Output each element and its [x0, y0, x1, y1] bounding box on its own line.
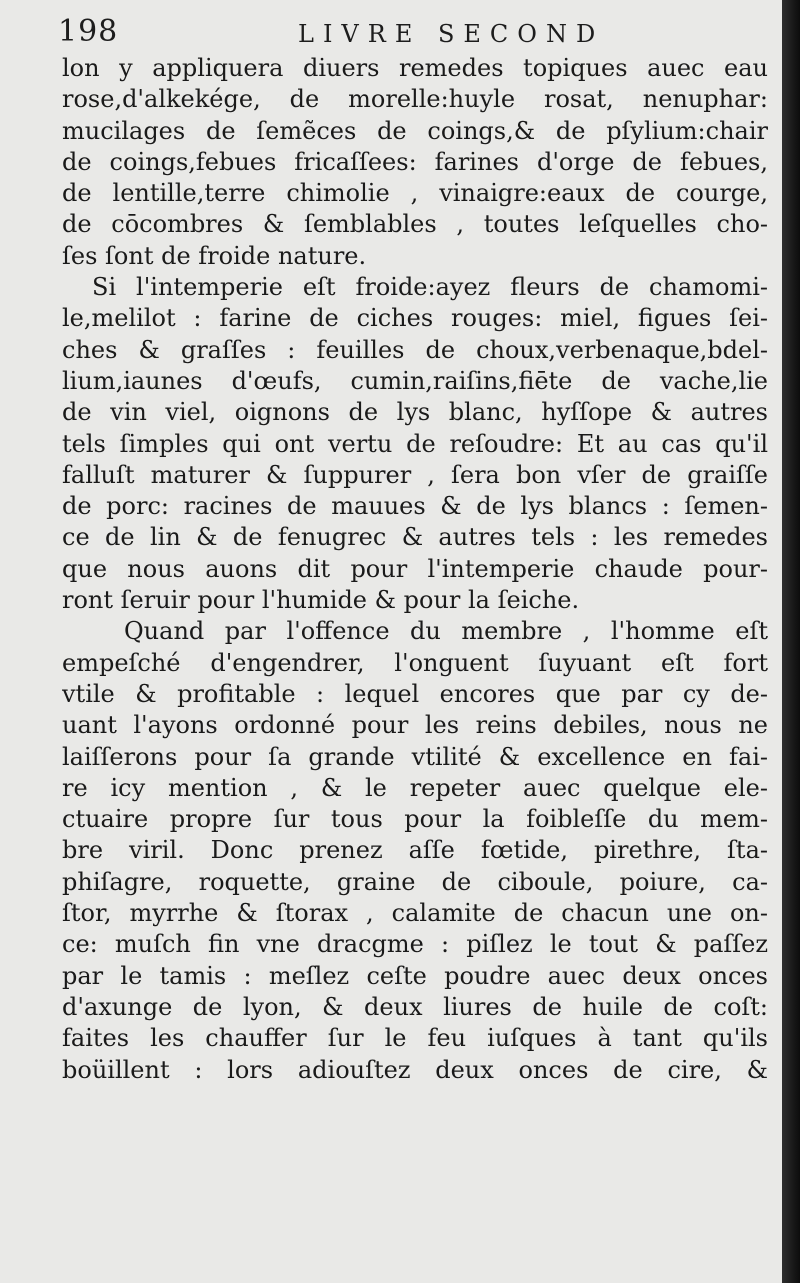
- text-line: tels ſimples qui ont vertu de reſoudre: Et au cas qu'il: [62, 429, 768, 458]
- text-line: boüillent : lors adiouſtez deux onces de cire, &: [62, 1055, 768, 1084]
- text-line: de coings,febues fricaſſees: farines d'orge de febues,: [62, 147, 768, 176]
- text-line: phiſagre, roquette, graine de ciboule, poiure, ca-: [62, 867, 768, 896]
- body-text: [62, 53, 768, 1086]
- text-line: empeſché d'engendrer, l'onguent ſuyuant eſt fort: [62, 648, 768, 677]
- text-line: par le tamis : meſlez ceſte poudre auec deux onces: [62, 961, 768, 990]
- page-header: [58, 14, 758, 54]
- text-line: lon y appliquera diuers remedes topiques auec eau: [62, 54, 768, 82]
- text-line: de porc: racines de mauues & de lys blancs : ſemen-: [62, 492, 768, 521]
- book-gutter: [782, 0, 800, 1283]
- text-line: laiſſerons pour ſa grande vtilité & excellence en fai-: [62, 742, 768, 771]
- text-line: bre viril. Donc prenez aſſe fœtide, pirethre, ſta-: [62, 836, 768, 865]
- text-line: rose,d'alkekége, de morelle:huyle rosat, nenuphar:: [62, 85, 768, 114]
- text-line: ches & graſſes : feuilles de choux,verbenaque,bdel-: [62, 335, 768, 364]
- text-line: ſes ſont de froide nature.: [62, 241, 367, 270]
- text-line: ce de lin & de fenugrec & autres tels : les remedes: [62, 523, 768, 552]
- text-line: que nous auons dit pour l'intemperie chaude pour-: [62, 554, 768, 583]
- text-line: ce: muſch fin vne dracgme : piſlez le tout & paſſez: [62, 930, 768, 959]
- text-line: ctuaire propre ſur tous pour la foibleſſe du mem-: [62, 805, 768, 834]
- text-line: vtile & profitable : lequel encores que par cy de-: [62, 679, 768, 708]
- text-line: de vin viel, oignons de lys blanc, hyſſope & autres: [62, 398, 768, 427]
- text-line: ſtor, myrrhe & ſtorax , calamite de chacun une on-: [62, 899, 768, 928]
- text-line: lium,iaunes d'œufs, cumin,raiſins,fiēte de vache,lie: [62, 366, 768, 395]
- text-line: Quand par l'offence du membre , l'homme eſt: [124, 617, 768, 646]
- text-line: uant l'ayons ordonné pour les reins debiles, nous ne: [62, 711, 768, 740]
- text-line: de lentille,terre chimolie , vinaigre:eaux de courge,: [62, 179, 768, 208]
- text-line: Si l'intemperie eſt froide:ayez fleurs de chamomi-: [92, 273, 768, 302]
- running-head: LIVRE SECOND: [298, 20, 605, 48]
- text-line: ront ſeruir pour l'humide & pour la ſeiche.: [62, 586, 580, 615]
- text-line: falluſt maturer & ſuppurer , ſera bon vſer de graiſſe: [62, 460, 768, 489]
- text-line: le,melilot : farine de ciches rouges: miel, figues ſei-: [62, 304, 768, 333]
- text-line: de cōcombres & ſemblables , toutes leſquelles cho-: [62, 210, 768, 239]
- text-line: d'axunge de lyon, & deux liures de huile de coſt:: [62, 992, 768, 1021]
- page-number: 198: [58, 14, 119, 49]
- text-line: faites les chauffer ſur le feu iuſques à tant qu'ils: [62, 1024, 768, 1053]
- text-line: mucilages de ſemẽces de coings,& de pſylium:chair: [62, 116, 768, 145]
- text-line: re icy mention , & le repeter auec quelque ele-: [62, 773, 768, 802]
